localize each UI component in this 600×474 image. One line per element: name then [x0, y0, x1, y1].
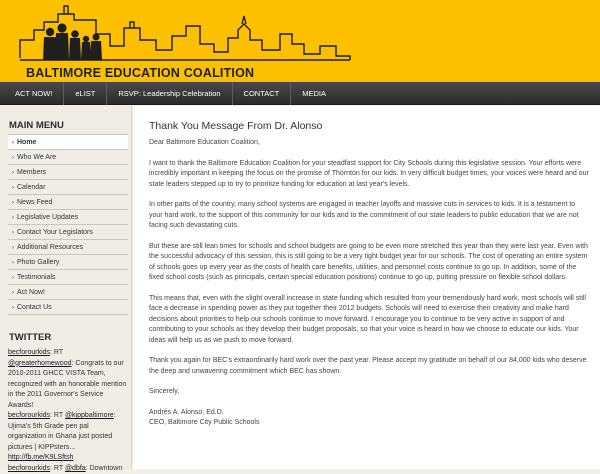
tweet-text: : Downtown	[86, 465, 123, 472]
menu-item-label: Calendar	[17, 184, 45, 191]
twitter-heading: TWITTER	[0, 332, 60, 343]
nav-contact[interactable]: CONTACT	[233, 82, 292, 105]
menu-item-who-we-are[interactable]	[8, 150, 128, 165]
bullet-icon: ›	[12, 301, 17, 316]
nav-elist[interactable]: eLIST	[64, 82, 107, 105]
bullet-icon: ›	[12, 271, 17, 286]
paragraph: But these are still lean times for schools and school budgets are going to be even more stretched this year than they were last year. Even with the successful advocacy of this session, this is still going to be a very tight budget year for our schools. The cost of operating an entire system of schools goes up every year as the costs of health care benefits, utilities, and personnel costs continue to go up. In addition, some of the fixed school costs (such as principals, certain special education positions) continue to go up, putting pressure on flexible school dollars.	[149, 242, 589, 284]
nav-media[interactable]: MEDIA	[291, 82, 337, 105]
menu-item-contact-us[interactable]	[8, 300, 128, 315]
paragraph: In other parts of the country, many school systems are engaged in teacher layoffs and massive cuts in services to kids. It is a testament to your hard work, to the support of this community for our kids and to the commitment of our state leaders to public education that we are not facing such devastating cuts.	[149, 200, 589, 232]
tweet-mention-link[interactable]: @dbfa	[65, 465, 86, 472]
bullet-icon: ›	[12, 241, 17, 256]
bullet-icon: ›	[12, 226, 17, 241]
menu-item-label: Home	[17, 139, 36, 146]
tweet-mention-link[interactable]: @greaterhomewood	[8, 360, 72, 367]
menu-item-calendar[interactable]	[8, 180, 128, 195]
menu-item-members[interactable]	[8, 165, 128, 180]
bullet-icon: ›	[12, 136, 17, 151]
bullet-icon: ›	[12, 256, 17, 271]
menu-item-testimonials[interactable]	[8, 270, 128, 285]
menu-item-home[interactable]	[8, 135, 128, 150]
menu-item-label: Act Now!	[17, 289, 45, 296]
bullet-icon: ›	[12, 211, 17, 226]
tweet-text: : RT	[50, 412, 65, 419]
tweet-item	[8, 411, 128, 464]
tweet-item	[8, 348, 128, 411]
main-menu-heading: MAIN MENU	[0, 120, 73, 131]
twitter-feed	[8, 348, 128, 474]
menu-item-label: Testimonials	[17, 274, 56, 281]
menu-item-news-feed[interactable]	[8, 195, 128, 210]
tweet-text: : Ujima's 5th Grade pen pal organization in Ghana just posted pictures | KIPPsters...	[8, 412, 116, 451]
menu-item-legislative-updates[interactable]	[8, 210, 128, 225]
tweet-mention-link[interactable]: @kippbaltimore	[65, 412, 114, 419]
menu-item-label: Photo Gallery	[17, 259, 59, 266]
tweet-text: : Congrats to our 2010-2011 GHCC VISTA Team, recognized with an honorable mention in the 2011 Governor's Service Awards!	[8, 360, 126, 409]
site-header	[0, 0, 600, 82]
paragraph: Thank you again for BEC's extraordinarily hard work over the past year. Please accept my gratitude on behalf of our 84,000 kids who deserve the deep and unwavering commitment which BEC has shown.	[149, 356, 589, 377]
menu-item-act-now[interactable]	[8, 285, 128, 300]
bullet-icon: ›	[12, 286, 17, 301]
bullet-icon: ›	[12, 166, 17, 181]
tweet-text: : RT	[50, 465, 65, 472]
menu-item-label: Additional Resources	[17, 244, 83, 251]
greeting: Dear Baltimore Education Coalition,	[149, 138, 589, 149]
menu-item-additional-resources[interactable]	[8, 240, 128, 255]
closing: Sincerely,	[149, 387, 589, 398]
site-title[interactable]: BALTIMORE EDUCATION COALITION	[26, 66, 254, 80]
menu-item-contact-legislators[interactable]	[8, 225, 128, 240]
tweet-handle-link[interactable]: becforourkids	[8, 412, 50, 419]
tweet-text: : RT	[50, 349, 63, 356]
tweet-url-link[interactable]: http://fb.me/K9LSftsh	[8, 454, 73, 461]
menu-item-label: Members	[17, 169, 46, 176]
menu-item-photo-gallery[interactable]	[8, 255, 128, 270]
nav-act-now[interactable]: ACT NOW!	[4, 82, 64, 105]
main-menu	[8, 134, 128, 315]
page-title: Thank You Message From Dr. Alonso	[149, 120, 322, 132]
paragraph: This means that, even with the slight overall increase in state funding which resulted from your tremendously hard work, most schools will still face a decrease in spending power as they put together their 2012 budgets. Schools will need to exercise their creativity and make hard decisions about priorities to help our schools continue to move forward. I encourage you to continue to be very active in support of and contributing to your schools as they develop their budget proposals, so that your voice is heard in how we choose to educate our kids. Your ideas will help us as we push to move forward.	[149, 294, 589, 347]
bullet-icon: ›	[12, 151, 17, 166]
bullet-icon: ›	[12, 181, 17, 196]
paragraph: I want to thank the Baltimore Education Coalition for your steadfast support for City Schools during this legislative session. Your efforts were incredibly important in keeping the focus on the promise of Thornton for our kids. In very difficult budget times, your voices were heard and our state leaders stepped up to try to prioritize funding for education at last year's levels.	[149, 159, 589, 191]
signature-title: CEO, Baltimore City Public Schools	[149, 418, 589, 429]
signature-name: Andrés A. Alonso, Ed.D.	[149, 408, 589, 419]
main-content	[133, 106, 600, 469]
nav-rsvp-leadership-celebration[interactable]: RSVP: Leadership Celebration	[107, 82, 232, 105]
article-body	[149, 138, 589, 429]
tweet-handle-link[interactable]: becforourkids	[8, 465, 50, 472]
menu-item-label: Who We Are	[17, 154, 56, 161]
menu-item-label: News Feed	[17, 199, 52, 206]
menu-item-label: Legislative Updates	[17, 214, 78, 221]
bullet-icon: ›	[12, 196, 17, 211]
tweet-handle-link[interactable]: becforourkids	[8, 349, 50, 356]
top-nav	[0, 82, 600, 105]
menu-item-label: Contact Your Legislators	[17, 229, 93, 236]
menu-item-label: Contact Us	[17, 304, 52, 311]
sidebar	[0, 106, 132, 469]
